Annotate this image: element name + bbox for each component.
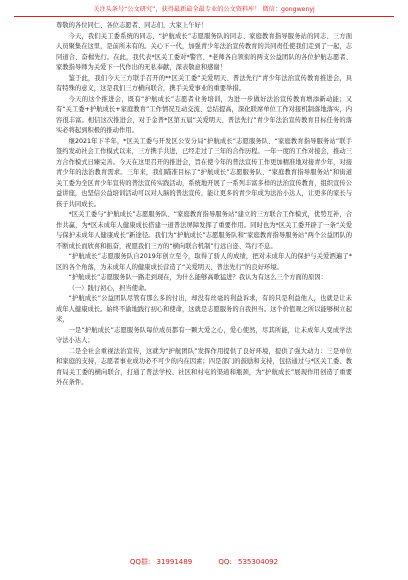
contact-footer <box>0 557 408 567</box>
wechat-banner: 关注头条号“公文研究”，获得最新最全最专业的公文资料库！ 微信：gongwenyj <box>93 6 315 13</box>
speech-document <box>56 21 352 389</box>
paragraph-10: 二是全社会重视法治宣传，这就为“护航团队”发挥作用提供了良好环境，提供了强大动力：三是单位和家庭的支持，志愿者事业成功必不可少的内在因素；四是部门的鼓励和支持，包括通过与*区关工委、教育局关工委的横向联合，打通了普法学校、社区和村屯的渠道和瓶颈，为“护航成长”展现作用创造了重要外在条件。 <box>56 347 352 386</box>
qq-text: QQ: 535304092 <box>218 558 279 566</box>
paragraph-5: *区关工委与“护航成长”志愿服务队、“家庭教育指导服务站”建立的三方联合工作模式，优势互补，合作共赢，为*区未成年人健康成长搭建一道普法屏障发挥了重要作用。同时也为*区关工委开辟了一条“关爱与保护未成年人健康成长”新途径。我们为“护航成长”志愿服务队和“家庭教育指导服务站”两个公益团队的不断成长而欣喜和振奋，祝愿我们三方的“横向联合机制”行远自迩、笃行不息。 <box>56 211 352 250</box>
paragraph-8: “护航成长”公益团队尽管有那么多的付出，却没有丝毫的利益诉求，有的只是利益他人，也就是让未成年人健康成长。始终不渝地践行初心和使命，这就是志愿服务的自我担当。这个价值观之所以能够树立起来， <box>56 295 352 323</box>
paragraph-3: 今天的这个推进会，既有“护航成长”志愿者业务培训，为进一步做好法治宣传教育增添新动能；又有“关工委+护航成长+家庭教育”工作情况互动交流、总结提高，深化联席单位工作对接机制落地落实，内容很丰富。相信这次推进会，对于金普*区第五届“关爱明天、普法先行”青少年法治宣传教育目标任务的落实必将起到积极的推动作用。 <box>56 95 352 134</box>
section-heading: （一）践行初心，担当使命。 <box>68 284 151 292</box>
paragraph-7: “护航成长”志愿服务队一路走到现在，为什么能够高歌猛进？我认为有这么三个方面的原因： <box>68 274 327 281</box>
paragraph-2: 鉴于此，我们今天三方联手召开的**区关工委“关爱明天、普法先行”青少年法治宣传教育推进会，具有特殊的意义，这是我们三方横向联合，携手关爱事业的重要举措。 <box>56 74 352 92</box>
paragraph-4: 继2021年下半年，*区关工委与开发区公安分局“护航成长”志愿服务队、“家庭教育指导服务站”联手签约发动社会工作模式以来，三方携手共进，已经走过了三年的合作历程。一年一度的工作对接会，推动三方合作模式日臻完善。今天在这里召开的推进会，旨在使今年的普法宣传工作更加精准地对接青少年，对接青少年的法治教育需求。三年来，我们瞄准目标了“护航成长”志愿服务队、“家庭教育指导服务站”和街道关工委为全区青少年宣传的普法宣传实践活动，系统地开展了一系列丰富多样的法治宣传教育，组织宣传公益讲座，也坚信公益培训活动可以对人脑的普法宣传，能让更多的青少年成为法治小达人，让更多的家长与孩子共同成长。 <box>56 137 352 208</box>
qq-group-text: QQ群: 31991489 <box>129 558 193 566</box>
paragraph-9: 一是“护航成长”志愿服务队每位成员都有一颗大爱之心，爱心使然，尽其所能，让未成年人变成学法守法小达人； <box>56 326 352 344</box>
paragraph-1: 今天，我们关工委系统的同志、“护航成长”志愿服务队的同志、家庭教育指导服务站的同志、三方面人员聚集在这里，是前所未有的。关心下一代，加强青少年法治宣传教育的共同责任使我们走到了一起，志同道合、奋楫先行。在此，我代表*区关工委对*警官、*老师各自领衔的两支公益团队的各位护航志愿者、家教指导师为关爱下一代作出的无私奉献，深表敬意和感谢！ <box>56 32 352 71</box>
banner-divider <box>14 16 394 17</box>
paragraph-6: “护航成长”志愿服务队自2019年创立至今，取得了骄人的成绩，把对未成年人的保护与关爱洒遍了*区的各个角落，为未成年人的健康成长营造了“关爱明天、普法先行”的良好环境。 <box>56 253 352 271</box>
salutation: 尊敬的各位同仁、各位志愿者、同志们，大家上午好！ <box>56 22 208 29</box>
